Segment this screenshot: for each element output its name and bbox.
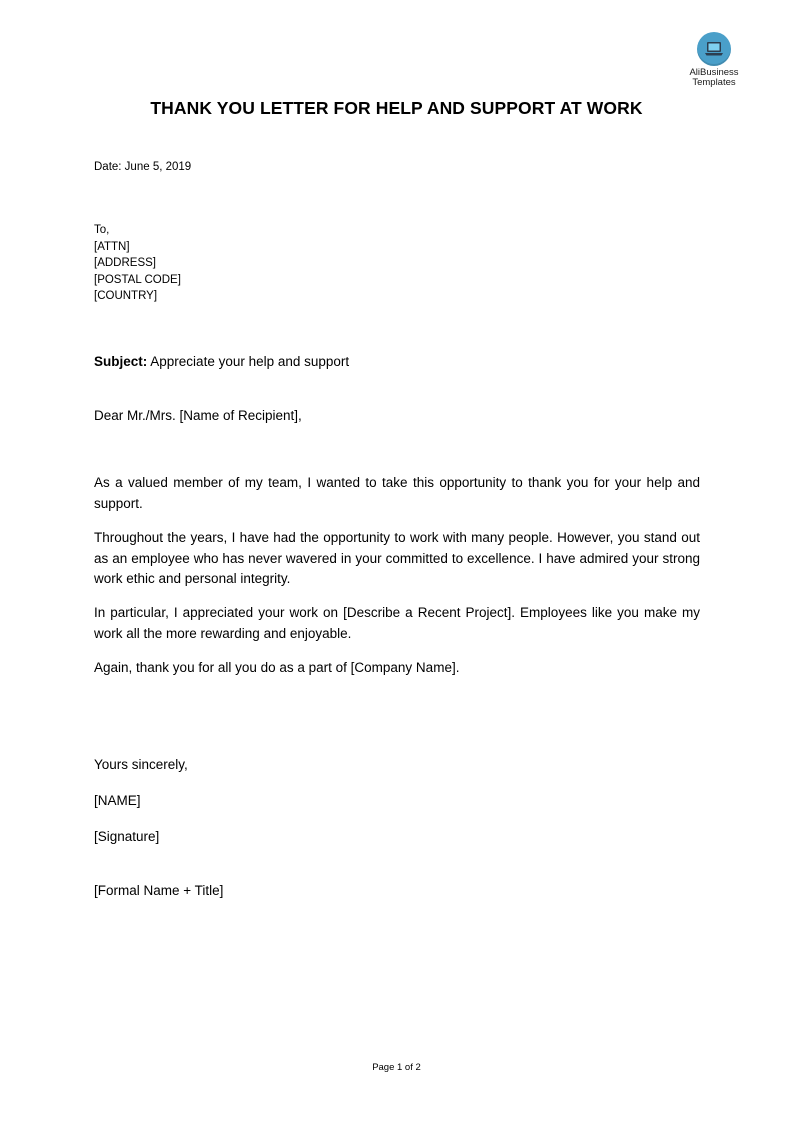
recipient-address-block: [94, 222, 181, 305]
subject-text: Appreciate your help and support: [150, 354, 350, 369]
paragraph-2: Throughout the years, I have had the opportunity to work with many people. However, you stand out as an employee who has never wavered in your committed to excellence. I have admired your strong work ethic and personal integrity.: [94, 530, 700, 586]
address-street: [ADDRESS]: [94, 257, 156, 269]
logo-text-line1: AliBusiness: [689, 67, 739, 78]
subject-line: [94, 352, 700, 373]
subject-label: Subject:: [94, 354, 148, 369]
company-logo: [683, 32, 745, 88]
page-number: Page 1 of 2: [372, 1062, 421, 1073]
salutation: Dear Mr./Mrs. [Name of Recipient],: [94, 408, 302, 423]
address-to: To,: [94, 224, 110, 236]
address-attn: [ATTN]: [94, 240, 130, 253]
letter-date: Date: June 5, 2019: [94, 161, 192, 173]
address-postal-code: [POSTAL CODE]: [94, 273, 181, 286]
laptop-icon: [697, 32, 731, 66]
address-country: [COUNTRY]: [94, 290, 158, 302]
closing-sign-off: Yours sincerely,: [94, 757, 188, 772]
logo-text-line2: Templates: [692, 77, 736, 88]
paragraph-1: As a valued member of my team, I wanted to take this opportunity to thank you for your help and support.: [94, 475, 700, 511]
closing-name: [NAME]: [94, 793, 141, 808]
closing-formal-name: [Formal Name + Title]: [94, 883, 224, 898]
paragraph-3: In particular, I appreciated your work on [Describe a Recent Project]. Employees like you make my work all the more rewarding and enjoyable.: [94, 605, 700, 641]
document-title: THANK YOU LETTER FOR HELP AND SUPPORT AT WORK: [150, 98, 643, 118]
paragraph-4: Again, thank you for all you do as a part of [Company Name].: [94, 660, 460, 675]
closing-signature: [Signature]: [94, 829, 160, 844]
